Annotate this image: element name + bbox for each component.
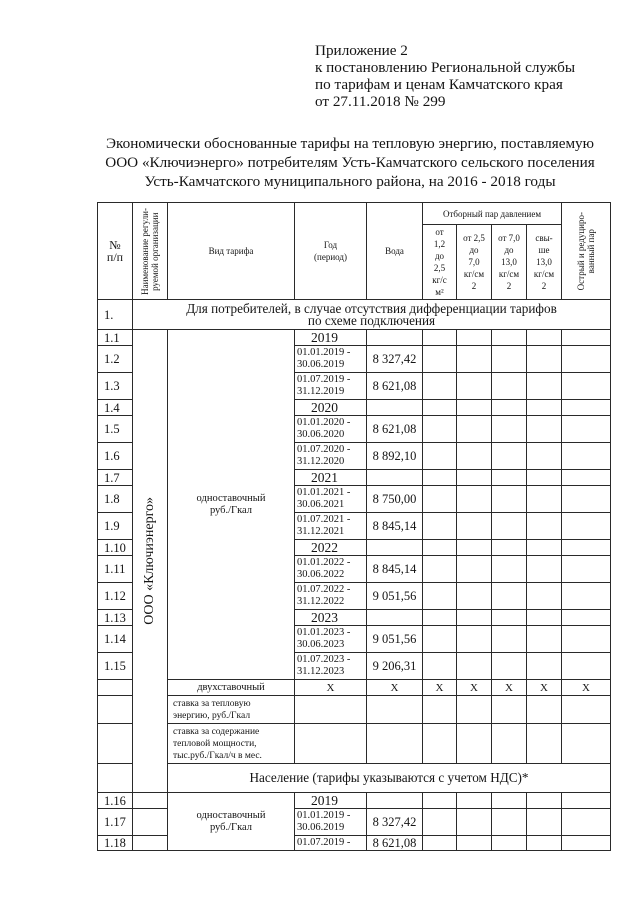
- organization-cell: [133, 330, 168, 793]
- table-row: 1.1 ООО «Ключиэнерго» одноставочный руб./Гкал 2019: [98, 330, 611, 346]
- table-row: 1.9 01.07.2021 - 31.12.2021 8 845,14: [98, 513, 611, 540]
- table-row: 1.8 01.01.2021 - 30.06.2021 8 750,00: [98, 486, 611, 513]
- one-rate-label: одноставочный руб./Гкал: [168, 330, 295, 680]
- header-sharp-steam: Острый и редуциро- ванный пар: [562, 203, 611, 300]
- capacity-rate-row: [98, 724, 611, 764]
- table-row: 1.16 одноставочный руб./Гкал 2019: [98, 793, 611, 809]
- table-row: 1.12 01.07.2022 - 31.12.2022 9 051,56: [98, 583, 611, 610]
- table-row: 1.15 01.07.2023 - 31.12.2023 9 206,31: [98, 653, 611, 680]
- header-water: Вода: [367, 203, 423, 300]
- section-2-row: [98, 764, 611, 793]
- table-row: 1.17 01.01.2019 - 30.06.2019 8 327,42: [98, 809, 611, 836]
- table-row: 1.18 01.07.2019 - 8 621,08: [98, 836, 611, 851]
- header-steam-group: Отборный пар давлением: [423, 203, 562, 225]
- header-organization: Наименование регули- руемой организации: [133, 203, 168, 300]
- header-tariff-type: Вид тарифа: [168, 203, 295, 300]
- one-rate-label-2: одноставочный руб./Гкал: [168, 793, 295, 851]
- two-rate-label: двухставочный: [168, 680, 295, 696]
- tariff-table: [97, 202, 611, 851]
- appendix-line-4: от 27.11.2018 № 299: [315, 93, 446, 110]
- title-line-2: ООО «Ключиэнерго» потребителям Усть-Камчатского сельского поселения: [105, 154, 595, 171]
- table-row: 1.3 01.07.2019 - 31.12.2019 8 621,08: [98, 373, 611, 400]
- organization-name: ООО «Ключиэнерго»: [142, 497, 157, 625]
- header-year: Год (период): [295, 203, 367, 300]
- header-steam-1: от 1,2 до 2,5 кг/с м²: [423, 225, 457, 300]
- table-row: 1.13 2023: [98, 610, 611, 626]
- header-steam-2: от 2,5 до 7,0 кг/см 2: [457, 225, 492, 300]
- two-rate-row: двухставочный Х Х Х Х Х Х Х: [98, 680, 611, 696]
- appendix-header: [315, 42, 575, 110]
- header-row: [98, 203, 611, 225]
- capacity-rate-label: ставка за содержание тепловой мощности, тыс.руб./Гкал/ч в мес.: [168, 724, 295, 764]
- header-steam-4: свы- ше 13,0 кг/см 2: [527, 225, 562, 300]
- table-row: 1.4 2020: [98, 400, 611, 416]
- table-row: 1.5 01.01.2020 - 30.06.2020 8 621,08: [98, 416, 611, 443]
- header-steam-3: от 7,0 до 13,0 кг/см 2: [492, 225, 527, 300]
- title-line-3: Усть-Камчатского муниципального района, на 2016 - 2018 годы: [144, 173, 556, 190]
- section-1-row: [98, 300, 611, 330]
- document-title: [90, 134, 610, 191]
- table-row: 1.11 01.01.2022 - 30.06.2022 8 845,14: [98, 556, 611, 583]
- heat-rate-label: ставка за тепловую энергию, руб./Гкал: [168, 696, 295, 724]
- appendix-line-2: к постановлению Региональной службы: [315, 59, 576, 76]
- appendix-line-3: по тарифам и ценам Камчатского края: [315, 76, 563, 93]
- section-2-title: Население (тарифы указываются с учетом НДС)*: [168, 764, 611, 793]
- section-1-title: Для потребителей, в случае отсутствия дифференциации тарифов по схеме подключения: [133, 300, 611, 330]
- header-num: № п/п: [98, 203, 133, 300]
- heat-rate-row: [98, 696, 611, 724]
- table-row: 1.2 01.01.2019 - 30.06.2019 8 327,42: [98, 346, 611, 373]
- appendix-line-1: Приложение 2: [315, 42, 408, 59]
- title-line-1: Экономически обоснованные тарифы на тепловую энергию, поставляемую: [105, 135, 595, 152]
- section-1-num: 1.: [98, 300, 133, 330]
- table-row: 1.6 01.07.2020 - 31.12.2020 8 892,10: [98, 443, 611, 470]
- table-row: 1.14 01.01.2023 - 30.06.2023 9 051,56: [98, 626, 611, 653]
- table-row: 1.10 2022: [98, 540, 611, 556]
- table-row: 1.7 2021: [98, 470, 611, 486]
